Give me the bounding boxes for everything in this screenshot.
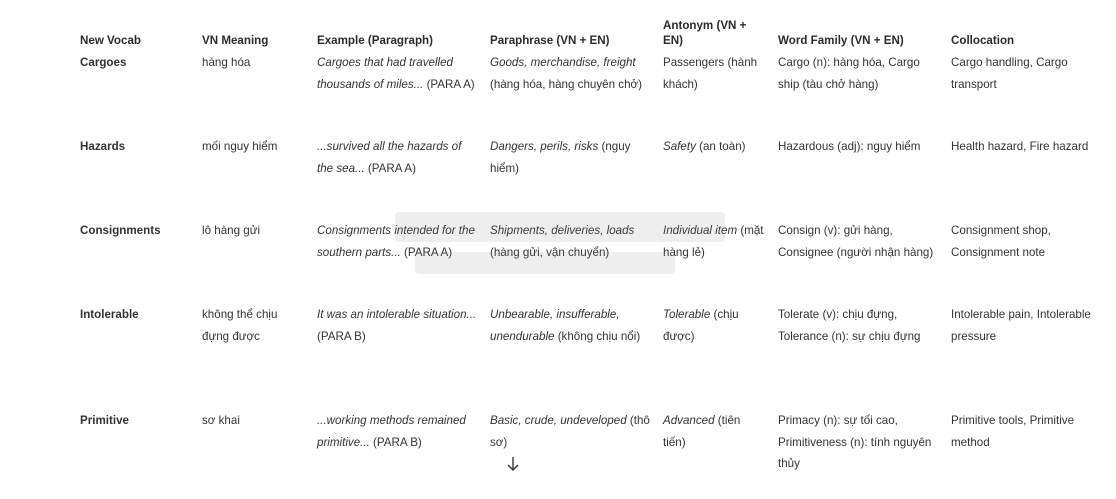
vocab-word: Cargoes (80, 56, 127, 69)
vn-meaning: hàng hóa (202, 56, 251, 69)
paraphrase-en: Unbearable, insufferable, unendurable (490, 308, 620, 343)
collocation: Consignment shop, Consignment note (951, 224, 1051, 259)
paraphrase-cell (484, 136, 657, 220)
header-antonym: Antonym (VN + EN) (663, 19, 747, 47)
antonym-en: Tolerable (663, 308, 711, 321)
antonym-en: Individual item (663, 224, 738, 237)
vocab-word: Primitive (80, 414, 129, 427)
header-vn-meaning: VN Meaning (202, 34, 269, 47)
collocation: Intolerable pain, Intolerable pressure (951, 308, 1091, 343)
paraphrase-cell (484, 48, 657, 136)
antonym-vn: (chịu được) (663, 308, 739, 343)
header-word-family: Word Family (VN + EN) (778, 34, 904, 47)
paragraph-ref: (PARA B) (369, 435, 422, 449)
example-cell (311, 304, 484, 410)
paragraph-ref: (PARA A) (400, 245, 453, 259)
vocab-word: Consignments (80, 224, 161, 237)
paraphrase-cell (484, 220, 657, 304)
vocab-table (74, 12, 1114, 480)
antonym-cell (657, 220, 772, 304)
table-row (74, 136, 1114, 220)
example-cell (311, 136, 484, 220)
header-collocation: Collocation (951, 34, 1015, 47)
antonym-vn: (mặt hàng lẻ) (663, 224, 764, 259)
antonym-cell (657, 48, 772, 136)
example-cell (311, 220, 484, 304)
antonym-en: Advanced (663, 414, 715, 427)
antonym-vn: (an toàn) (695, 140, 746, 153)
paraphrase-en: Dangers, perils, risks (490, 140, 599, 153)
example-quote: It was an intolerable situation... (317, 308, 477, 321)
example-cell (311, 48, 484, 136)
paragraph-ref: (PARA B) (317, 329, 366, 343)
paraphrase-en: Goods, merchandise, freight (490, 56, 636, 69)
header-paraphrase: Paraphrase (VN + EN) (490, 34, 610, 47)
paraphrase-vn: (nguy hiểm) (490, 140, 631, 175)
collocation: Cargo handling, Cargo transport (951, 56, 1068, 91)
paraphrase-vn: (hàng hóa, hàng chuyên chở) (490, 77, 642, 91)
antonym-cell (657, 136, 772, 220)
header-new-vocab: New Vocab (80, 34, 141, 47)
paraphrase-en: Shipments, deliveries, loads (490, 224, 635, 237)
example-quote: Consignments intended for the southern parts... (317, 224, 475, 259)
table-row (74, 304, 1114, 410)
header-row (74, 12, 1114, 48)
word-family: Hazardous (adj): nguy hiểm (778, 140, 921, 153)
vocab-word: Hazards (80, 140, 126, 153)
vn-meaning: sơ khai (202, 414, 240, 427)
antonym-vn: Passengers (hành khách) (663, 56, 758, 91)
example-quote: ...survived all the hazards of the sea... (317, 140, 462, 175)
word-family: Cargo (n): hàng hóa, Cargo ship (tàu chở hàng) (778, 56, 920, 91)
example-cell (311, 410, 484, 480)
vn-meaning: lô hàng gửi (202, 224, 261, 237)
word-family: Tolerate (v): chịu đựng, Tolerance (n): sự chịu đựng (778, 308, 921, 343)
collocation: Health hazard, Fire hazard (951, 140, 1089, 153)
antonym-en: Safety (663, 140, 696, 153)
paraphrase-vn: (hàng gửi, vận chuyển) (490, 245, 610, 259)
table-row (74, 48, 1114, 136)
antonym-vn: (tiên tiến) (663, 414, 741, 449)
paragraph-ref: (PARA A) (423, 77, 475, 91)
table-row (74, 220, 1114, 304)
vocab-word: Intolerable (80, 308, 139, 321)
header-example: Example (Paragraph) (317, 34, 433, 47)
paraphrase-vn: (thô sơ) (490, 414, 650, 449)
collocation: Primitive tools, Primitive method (951, 414, 1075, 449)
antonym-cell (657, 304, 772, 410)
word-family: Consign (v): gửi hàng, Consignee (người nhận hàng) (778, 224, 934, 259)
antonym-cell (657, 410, 772, 480)
paraphrase-cell (484, 304, 657, 410)
paraphrase-en: Basic, crude, undeveloped (490, 414, 627, 427)
vn-meaning: không thể chịu đựng được (202, 308, 278, 343)
paraphrase-vn: (không chịu nổi) (554, 329, 641, 343)
paragraph-ref: (PARA A) (364, 161, 417, 175)
example-quote: Cargoes that had travelled thousands of miles... (317, 56, 453, 91)
arrow-down-icon[interactable] (505, 455, 521, 473)
table-row (74, 410, 1114, 480)
example-quote: ...working methods remained primitive... (317, 414, 466, 449)
vn-meaning: mối nguy hiểm (202, 140, 278, 153)
word-family: Primacy (n): sự tối cao, Primitiveness (n): tính nguyên thủy (778, 414, 932, 470)
